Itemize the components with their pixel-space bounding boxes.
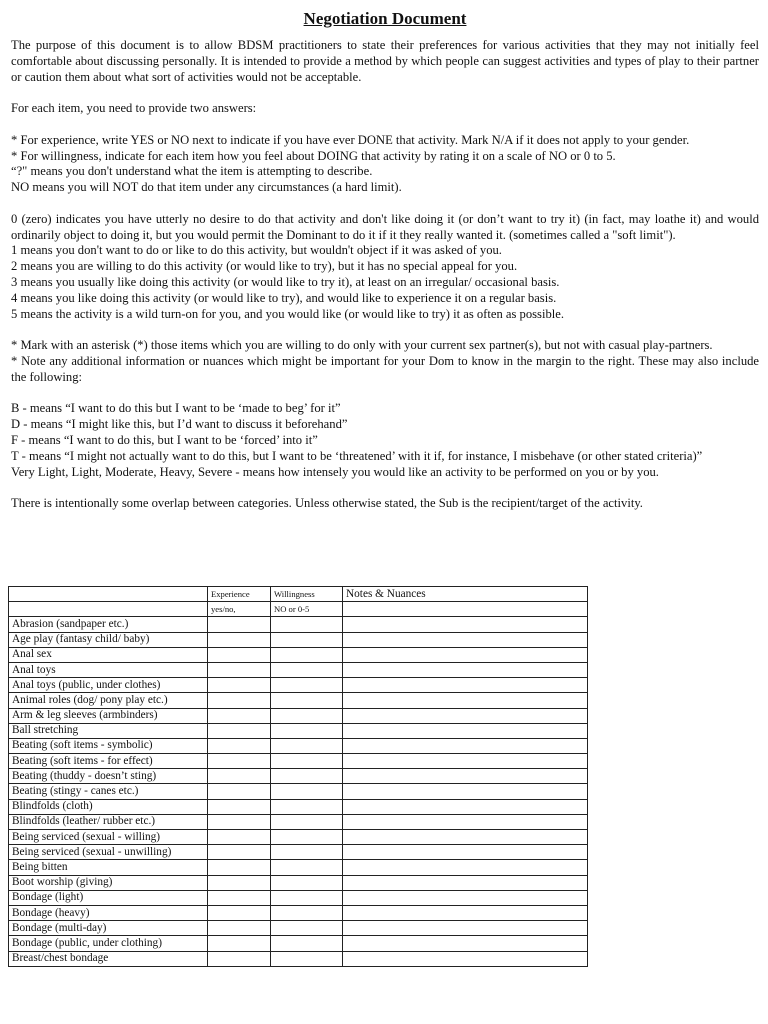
experience-cell[interactable] bbox=[208, 784, 271, 799]
willingness-cell[interactable] bbox=[271, 799, 343, 814]
notes-cell[interactable] bbox=[343, 951, 588, 966]
page-title: Negotiation Document bbox=[303, 9, 467, 28]
experience-cell[interactable] bbox=[208, 875, 271, 890]
activity-cell: Being serviced (sexual - unwilling) bbox=[9, 845, 208, 860]
experience-cell[interactable] bbox=[208, 905, 271, 920]
subheader-activity bbox=[9, 602, 208, 617]
table-row bbox=[9, 738, 588, 753]
experience-cell[interactable] bbox=[208, 951, 271, 966]
experience-cell[interactable] bbox=[208, 830, 271, 845]
experience-cell[interactable] bbox=[208, 814, 271, 829]
notes-cell[interactable] bbox=[343, 875, 588, 890]
code-f: F - means “I want to do this, but I want to be ‘forced’ into it” bbox=[11, 432, 318, 447]
notes-cell[interactable] bbox=[343, 890, 588, 905]
experience-cell[interactable] bbox=[208, 723, 271, 738]
willingness-cell[interactable] bbox=[271, 830, 343, 845]
experience-cell[interactable] bbox=[208, 708, 271, 723]
willingness-cell[interactable] bbox=[271, 678, 343, 693]
willingness-cell[interactable] bbox=[271, 708, 343, 723]
activity-cell: Anal toys bbox=[9, 662, 208, 677]
notes-cell[interactable] bbox=[343, 738, 588, 753]
notes-cell[interactable] bbox=[343, 662, 588, 677]
table-row bbox=[9, 936, 588, 951]
scale-0: 0 (zero) indicates you have utterly no desire to do that activity and don't like doing it (or don’t want to try it) (in fact, may loathe it) and would ordinarily object to doing it, but you would permit the Dominant to do it if it they really wanted it. (sometimes called a "soft limit"). bbox=[11, 211, 759, 242]
table-row bbox=[9, 921, 588, 936]
activity-cell: Abrasion (sandpaper etc.) bbox=[9, 617, 208, 632]
table-row bbox=[9, 693, 588, 708]
willingness-cell[interactable] bbox=[271, 845, 343, 860]
scale-4: 4 means you like doing this activity (or would like to try), and would like to experience it on a regular basis. bbox=[11, 290, 557, 305]
willingness-cell[interactable] bbox=[271, 921, 343, 936]
willingness-cell[interactable] bbox=[271, 875, 343, 890]
notes-cell[interactable] bbox=[343, 769, 588, 784]
subheader-willingness: NO or 0-5 bbox=[271, 602, 343, 617]
code-b: B - means “I want to do this but I want to be ‘made to beg’ for it” bbox=[11, 401, 341, 416]
no-note: NO means you will NOT do that item under any circumstances (a hard limit). bbox=[11, 180, 402, 195]
activity-cell: Ball stretching bbox=[9, 723, 208, 738]
willingness-cell[interactable] bbox=[271, 647, 343, 662]
willingness-cell[interactable] bbox=[271, 784, 343, 799]
experience-cell[interactable] bbox=[208, 799, 271, 814]
experience-cell[interactable] bbox=[208, 754, 271, 769]
willingness-cell[interactable] bbox=[271, 632, 343, 647]
activity-cell: Being serviced (sexual - willing) bbox=[9, 830, 208, 845]
notes-cell[interactable] bbox=[343, 799, 588, 814]
table-row bbox=[9, 951, 588, 966]
question-note: “?" means you don't understand what the item is attempting to describe. bbox=[11, 164, 373, 179]
experience-cell[interactable] bbox=[208, 632, 271, 647]
experience-cell[interactable] bbox=[208, 617, 271, 632]
activity-cell: Arm & leg sleeves (armbinders) bbox=[9, 708, 208, 723]
scale-2: 2 means you are willing to do this activity (or would like to try), but it has no special appeal for you. bbox=[11, 259, 518, 274]
activity-cell: Beating (soft items - symbolic) bbox=[9, 738, 208, 753]
activity-cell: Blindfolds (cloth) bbox=[9, 799, 208, 814]
activity-cell: Anal sex bbox=[9, 647, 208, 662]
activity-cell: Animal roles (dog/ pony play etc.) bbox=[9, 693, 208, 708]
experience-cell[interactable] bbox=[208, 845, 271, 860]
table-header-row bbox=[9, 587, 588, 602]
code-t: T - means “I might not actually want to do this, but I want to be ‘threatened’ with it if, for instance, I misbehave (or other stated criteria)” bbox=[11, 448, 703, 463]
table-subheader-row bbox=[9, 602, 588, 617]
notes-cell[interactable] bbox=[343, 723, 588, 738]
activity-cell: Bondage (heavy) bbox=[9, 905, 208, 920]
scale-1: 1 means you don't want to do or like to do this activity, but wouldn't object if it was asked of you. bbox=[11, 243, 502, 258]
subheader-notes bbox=[343, 602, 588, 617]
scale-3: 3 means you usually like doing this activity (or would like to try it), at least on an irregular/ occasional basis. bbox=[11, 274, 560, 289]
activity-cell: Beating (soft items - for effect) bbox=[9, 754, 208, 769]
table-row bbox=[9, 678, 588, 693]
activity-cell: Boot worship (giving) bbox=[9, 875, 208, 890]
notes-cell[interactable] bbox=[343, 754, 588, 769]
experience-cell[interactable] bbox=[208, 890, 271, 905]
header-notes: Notes & Nuances bbox=[343, 587, 588, 602]
willingness-cell[interactable] bbox=[271, 693, 343, 708]
willingness-cell[interactable] bbox=[271, 723, 343, 738]
activity-cell: Bondage (light) bbox=[9, 890, 208, 905]
willingness-cell[interactable] bbox=[271, 617, 343, 632]
notes-cell[interactable] bbox=[343, 921, 588, 936]
willingness-note: * For willingness, indicate for each item how you feel about DOING that activity by rating it on a scale of NO or 0 to 5. bbox=[11, 148, 616, 163]
overlap-note: There is intentionally some overlap between categories. Unless otherwise stated, the Sub is the recipient/target of the activity. bbox=[11, 496, 643, 511]
subheader-experience: yes/no, bbox=[208, 602, 271, 617]
notes-cell[interactable] bbox=[343, 632, 588, 647]
notes-cell[interactable] bbox=[343, 617, 588, 632]
willingness-cell[interactable] bbox=[271, 662, 343, 677]
experience-cell[interactable] bbox=[208, 860, 271, 875]
willingness-cell[interactable] bbox=[271, 738, 343, 753]
activity-cell: Blindfolds (leather/ rubber etc.) bbox=[9, 814, 208, 829]
notes-cell[interactable] bbox=[343, 708, 588, 723]
activity-cell: Being bitten bbox=[9, 860, 208, 875]
notes-cell[interactable] bbox=[343, 784, 588, 799]
asterisk-note: * Mark with an asterisk (*) those items which you are willing to do only with your current sex partner(s), but not with casual play-partners. bbox=[11, 338, 713, 353]
scale-5: 5 means the activity is a wild turn-on for you, and you would like (or would like to try) it as often as possible. bbox=[11, 306, 564, 321]
notes-cell[interactable] bbox=[343, 830, 588, 845]
notes-cell[interactable] bbox=[343, 936, 588, 951]
table-row bbox=[9, 708, 588, 723]
table-row bbox=[9, 860, 588, 875]
experience-cell[interactable] bbox=[208, 921, 271, 936]
table-row bbox=[9, 890, 588, 905]
answers-intro: For each item, you need to provide two answers: bbox=[11, 101, 257, 116]
activity-cell: Bondage (multi-day) bbox=[9, 921, 208, 936]
willingness-cell[interactable] bbox=[271, 754, 343, 769]
notes-cell[interactable] bbox=[343, 814, 588, 829]
table-row bbox=[9, 905, 588, 920]
notes-cell[interactable] bbox=[343, 845, 588, 860]
willingness-cell[interactable] bbox=[271, 905, 343, 920]
table-row bbox=[9, 632, 588, 647]
table-row bbox=[9, 830, 588, 845]
experience-cell[interactable] bbox=[208, 769, 271, 784]
experience-cell[interactable] bbox=[208, 693, 271, 708]
header-experience: Experience bbox=[208, 587, 271, 602]
willingness-cell[interactable] bbox=[271, 890, 343, 905]
table-row bbox=[9, 662, 588, 677]
table-row bbox=[9, 845, 588, 860]
code-d: D - means “I might like this, but I’d want to discuss it beforehand” bbox=[11, 417, 348, 432]
activity-cell: Beating (thuddy - doesn’t sting) bbox=[9, 769, 208, 784]
nuance-note: * Note any additional information or nuances which might be important for your Dom to know in the margin to the right. These may also include the following: bbox=[11, 353, 759, 384]
table-row bbox=[9, 799, 588, 814]
table-row bbox=[9, 617, 588, 632]
code-intensity: Very Light, Light, Moderate, Heavy, Severe - means how intensely you would like an activity to be performed on you or by you. bbox=[11, 464, 659, 479]
experience-cell[interactable] bbox=[208, 662, 271, 677]
activity-cell: Bondage (public, under clothing) bbox=[9, 936, 208, 951]
table-row bbox=[9, 754, 588, 769]
experience-cell[interactable] bbox=[208, 738, 271, 753]
notes-cell[interactable] bbox=[343, 693, 588, 708]
table-row bbox=[9, 769, 588, 784]
header-activity bbox=[9, 587, 208, 602]
willingness-cell[interactable] bbox=[271, 860, 343, 875]
willingness-cell[interactable] bbox=[271, 769, 343, 784]
negotiation-table bbox=[8, 586, 588, 967]
table-row bbox=[9, 647, 588, 662]
activity-cell: Beating (stingy - canes etc.) bbox=[9, 784, 208, 799]
willingness-cell[interactable] bbox=[271, 951, 343, 966]
document-page bbox=[11, 8, 759, 512]
table-row bbox=[9, 784, 588, 799]
experience-cell[interactable] bbox=[208, 936, 271, 951]
willingness-cell[interactable] bbox=[271, 814, 343, 829]
experience-cell[interactable] bbox=[208, 647, 271, 662]
activity-cell: Breast/chest bondage bbox=[9, 951, 208, 966]
table-row bbox=[9, 814, 588, 829]
experience-cell[interactable] bbox=[208, 678, 271, 693]
intro-paragraph: The purpose of this document is to allow BDSM practitioners to state their preferences for various activities that they may not initially feel comfortable about discussing personally. It is intended to provide a method by which people can suggest activities and types of play to their partner or caution them about what sort of activities would not be acceptable. bbox=[11, 38, 759, 84]
notes-cell[interactable] bbox=[343, 678, 588, 693]
activity-cell: Age play (fantasy child/ baby) bbox=[9, 632, 208, 647]
notes-cell[interactable] bbox=[343, 905, 588, 920]
table-row bbox=[9, 723, 588, 738]
willingness-cell[interactable] bbox=[271, 936, 343, 951]
notes-cell[interactable] bbox=[343, 860, 588, 875]
activity-cell: Anal toys (public, under clothes) bbox=[9, 678, 208, 693]
header-willingness: Willingness bbox=[271, 587, 343, 602]
table-row bbox=[9, 875, 588, 890]
notes-cell[interactable] bbox=[343, 647, 588, 662]
experience-note: * For experience, write YES or NO next to indicate if you have ever DONE that activity. Mark N/A if it does not apply to your gender. bbox=[11, 132, 690, 147]
